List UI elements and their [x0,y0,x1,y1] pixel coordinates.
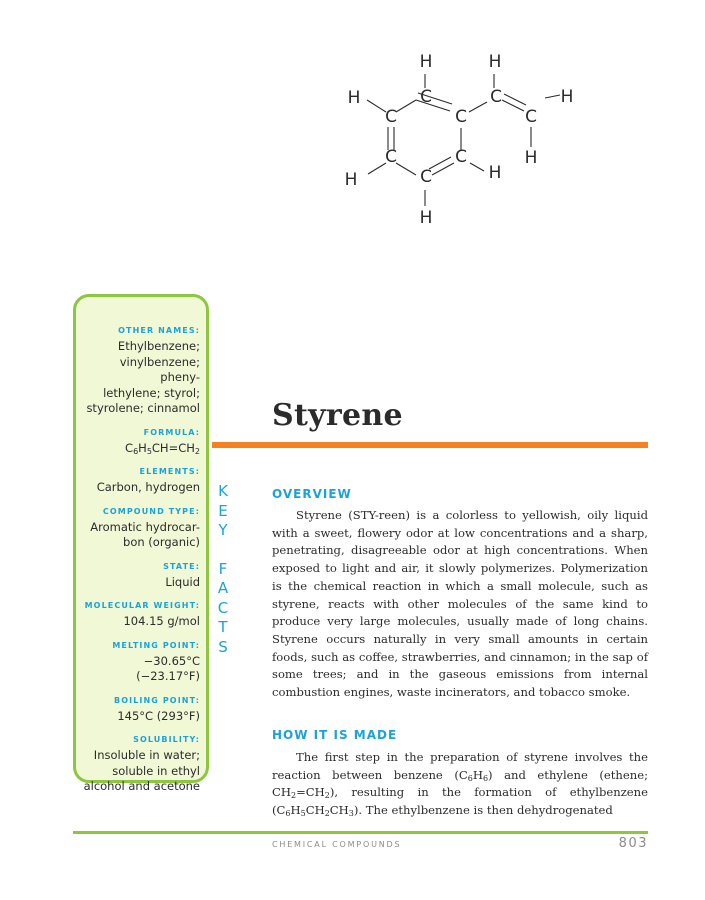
atom-h: H [419,52,433,72]
key-facts-tab-letter [211,541,235,560]
compound-type-line: bon (organic) [123,535,200,549]
atom-labels [345,52,574,228]
solubility-value [82,748,200,795]
bond-lines [367,74,560,206]
formula-part: C [125,440,134,455]
atom-h: H [344,170,358,190]
atom-h: H [524,148,538,168]
atom-h: H [488,163,502,183]
solubility-label: SOLUBILITY: [133,735,200,744]
molecular-weight-value: 104.15 g/mol [123,614,200,628]
atom-c: C [420,87,432,107]
atom-c: C [385,147,397,167]
compound-type-label: COMPOUND TYPE: [102,506,200,516]
text-run: The first step in the preparation of styrene involves the reaction between benzene (C [272,750,648,782]
running-head: CHEMICAL COMPOUNDS [272,840,402,849]
key-facts-tab-letter: C [217,598,229,617]
text-run: CH [305,803,325,818]
molecular-weight-label: MOLECULAR WEIGHT: [84,601,200,610]
atom-c: C [420,167,432,187]
atom-c: C [385,107,397,127]
footer-rule [73,831,648,834]
melting-point-label: MELTING POINT: [112,640,200,650]
key-facts-tab-letter: Y [218,521,228,539]
how-made-paragraph [272,749,648,820]
other-names-line: lethylene; styrol; [103,385,200,400]
other-names-label: OTHER NAMES: [118,326,200,335]
other-names-value [82,339,200,417]
elements-label: ELEMENTS: [139,467,200,476]
formula-subscript: 2 [194,446,200,456]
subscript: 6 [467,773,473,783]
text-run: ). The ethylbenzene is then dehydrogenated [353,803,613,818]
formula-label: FORMULA: [143,427,200,437]
atom-h: H [347,88,361,108]
formula-value [82,441,200,457]
formula-subscript: 5 [146,446,152,456]
state-value: Liquid [165,574,200,589]
solubility-line: alcohol and acetone [83,779,200,793]
subscript: 2 [290,791,297,801]
compound-type-value [82,520,200,551]
subscript: 6 [482,773,489,783]
atom-h: H [560,87,574,107]
key-facts-tab-letter: S [218,637,228,656]
formula-subscript: 6 [133,446,139,456]
key-facts-tab-letter: K [218,482,228,500]
text-run: H [290,803,301,818]
text-run: =CH [296,785,325,800]
compound-type-line: Aromatic hydrocar- [90,519,200,534]
state-label: STATE: [163,561,200,571]
solubility-line: Insoluble in water; [93,748,200,762]
key-facts-tab-letter: E [218,501,228,520]
title-underline-rule [212,442,648,448]
subscript: 2 [324,791,330,801]
other-names-line: Ethylbenzene; [117,339,200,353]
text-run: ) and ethylene (ethene; CH [272,767,648,800]
boiling-point-value: 145°C (293°F) [117,708,200,723]
atom-c: C [455,147,467,167]
overview-heading: OVERVIEW [272,487,352,501]
formula-part: H [138,440,147,455]
key-facts-panel [73,294,209,793]
atom-h: H [488,52,502,72]
atom-c: C [525,107,537,127]
atom-c: C [455,107,467,127]
other-names-line: styrolene; cinnamol [86,401,200,415]
subscript: 2 [324,809,330,819]
overview-paragraph: Styrene (STY-reen) is a colorless to yellowish, oily liquid with a sweet, flowery odor at low concentrations and a sharp, penetrating, disagreeable odor at high concentrations. When exposed to light and air, it slowly polymerizes. Polymerization is the chemical reaction in which a small molecule, such as styrene, reacts with other molecules of the same kind to produce very large molecules, usually made of long chains. Styrene occurs naturally in very small amounts in certain foods, such as coffee, strawberries, and cinnamon; in the sap of some trees; and in the gaseous emissions from internal combustion engines, waste incinerators, and tobacco smoke. [272,508,648,700]
subscript: 3 [348,809,354,819]
solubility-line: soluble in ethyl [112,763,200,778]
subscript: 6 [285,809,291,819]
subscript: 5 [300,809,306,819]
atom-h: H [419,208,433,228]
key-facts-tab-letter: F [218,559,228,578]
key-facts-tab-letter: A [217,579,229,597]
formula-part: CH=CH [151,440,195,455]
how-made-heading: HOW IT IS MADE [272,728,398,742]
text-run: ), resulting in the formation of ethylbenzene (C [272,785,648,818]
other-names-line: vinylbenzene; pheny- [119,354,200,384]
melting-point-value: −30.65°C (−23.17°F) [136,653,200,683]
text-run: CH [329,803,349,818]
key-facts-tab-label [211,482,235,657]
boiling-point-label: BOILING POINT: [114,695,200,705]
elements-value: Carbon, hydrogen [96,480,200,494]
atom-c: C [490,87,502,107]
text-run: H [472,767,483,782]
page-title: Styrene [272,398,403,433]
page-number: 803 [618,836,648,851]
styrene-structure-diagram [330,40,590,240]
key-facts-tab-letter: T [218,618,228,636]
